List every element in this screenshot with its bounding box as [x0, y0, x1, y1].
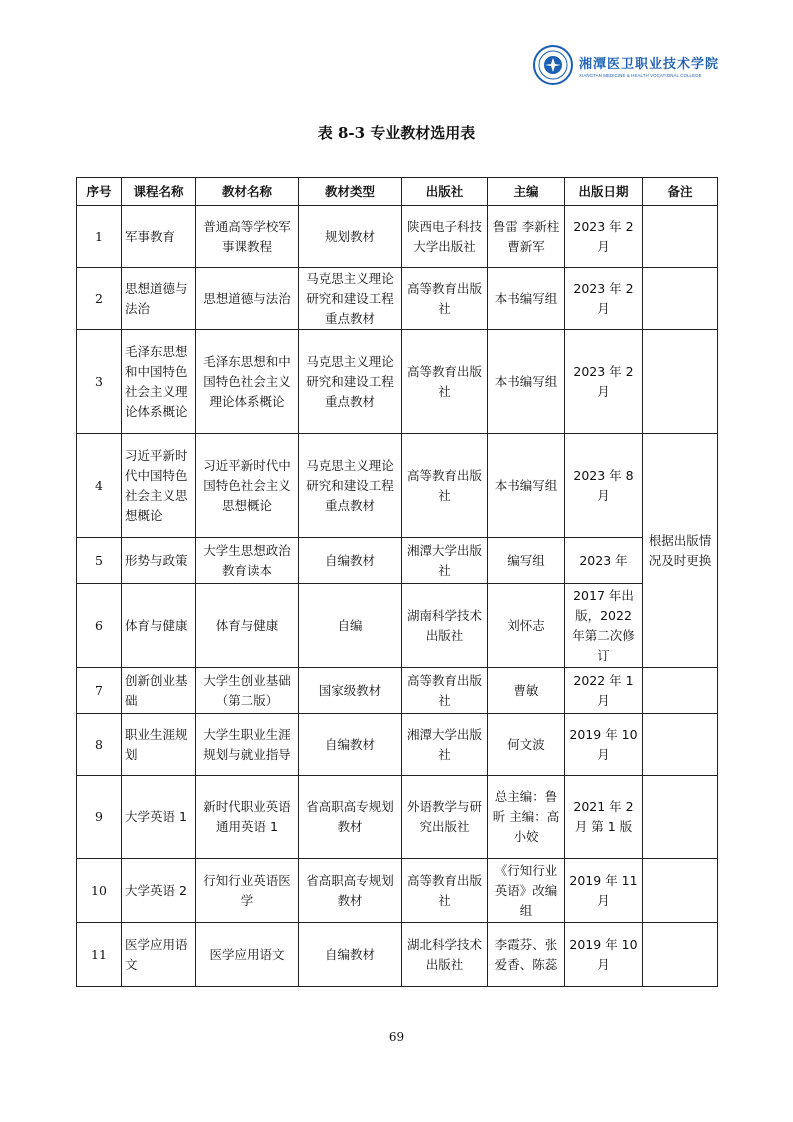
cell-publisher: 高等教育出版社 [402, 434, 488, 538]
cell-seq: 2 [77, 268, 122, 330]
cell-type: 省高职高专规划教材 [299, 859, 402, 923]
cell-book: 体育与健康 [196, 584, 299, 668]
cell-note [643, 923, 718, 987]
cell-editor: 曹敏 [488, 668, 565, 714]
cell-editor: 本书编写组 [488, 434, 565, 538]
table-title: 表 8-3 专业教材选用表 [317, 124, 476, 142]
cell-publisher: 湖北科学技术出版社 [402, 923, 488, 987]
cell-note [643, 714, 718, 776]
cell-course: 医学应用语文 [122, 923, 196, 987]
cell-seq: 3 [77, 330, 122, 434]
cell-note [643, 330, 718, 434]
college-seal-icon [533, 45, 573, 85]
cell-type: 马克思主义理论研究和建设工程重点教材 [299, 330, 402, 434]
cell-publisher: 湖南科学技术出版社 [402, 584, 488, 668]
cell-type: 省高职高专规划教材 [299, 776, 402, 859]
column-header-seq: 序号 [77, 178, 122, 206]
cell-editor: 李霞芬、张爱香、陈蕊 [488, 923, 565, 987]
cell-note [643, 668, 718, 714]
cell-book: 毛泽东思想和中国特色社会主义理论体系概论 [196, 330, 299, 434]
column-header-publisher: 出版社 [402, 178, 488, 206]
cell-seq: 11 [77, 923, 122, 987]
cell-seq: 7 [77, 668, 122, 714]
cell-course: 思想道德与法治 [122, 268, 196, 330]
cell-date: 2017 年出版，2022 年第二次修订 [565, 584, 643, 668]
cell-date: 2023 年 2 月 [565, 268, 643, 330]
cell-course: 创新创业基础 [122, 668, 196, 714]
column-header-course: 课程名称 [122, 178, 196, 206]
cell-date: 2019 年 10 月 [565, 923, 643, 987]
column-header-date: 出版日期 [565, 178, 643, 206]
cell-date: 2019 年 10 月 [565, 714, 643, 776]
cell-course: 体育与健康 [122, 584, 196, 668]
cell-publisher: 湘潭大学出版社 [402, 538, 488, 584]
cell-type: 马克思主义理论研究和建设工程重点教材 [299, 268, 402, 330]
column-header-editor: 主编 [488, 178, 565, 206]
cell-date: 2023 年 2 月 [565, 330, 643, 434]
cell-publisher: 高等教育出版社 [402, 668, 488, 714]
table-row [77, 584, 718, 668]
cell-type: 马克思主义理论研究和建设工程重点教材 [299, 434, 402, 538]
cell-editor: 本书编写组 [488, 330, 565, 434]
cell-book: 习近平新时代中国特色社会主义思想概论 [196, 434, 299, 538]
cell-editor: 刘怀志 [488, 584, 565, 668]
cell-seq: 5 [77, 538, 122, 584]
table-row [77, 206, 718, 268]
cell-publisher: 湘潭大学出版社 [402, 714, 488, 776]
cell-type: 自编 [299, 584, 402, 668]
table-row [77, 268, 718, 330]
cell-course: 军事教育 [122, 206, 196, 268]
cell-seq: 10 [77, 859, 122, 923]
cell-type: 国家级教材 [299, 668, 402, 714]
logo-english-name: XIANGTAN MEDICINE & HEALTH VOCATIONAL COLLEGE [579, 72, 702, 78]
table-row [77, 538, 718, 584]
college-logo [533, 42, 720, 88]
cell-date: 2023 年 [565, 538, 643, 584]
cell-book: 医学应用语文 [196, 923, 299, 987]
cell-book: 大学生思想政治教育读本 [196, 538, 299, 584]
cell-book: 思想道德与法治 [196, 268, 299, 330]
cell-course: 大学英语 1 [122, 776, 196, 859]
cell-book: 大学生职业生涯规划与就业指导 [196, 714, 299, 776]
cell-note [643, 776, 718, 859]
cell-editor: 本书编写组 [488, 268, 565, 330]
column-header-type: 教材类型 [299, 178, 402, 206]
cell-date: 2022 年 1 月 [565, 668, 643, 714]
cell-book: 新时代职业英语通用英语 1 [196, 776, 299, 859]
cell-note [643, 859, 718, 923]
column-header-book: 教材名称 [196, 178, 299, 206]
cell-publisher: 高等教育出版社 [402, 268, 488, 330]
cell-date: 2023 年 8 月 [565, 434, 643, 538]
cell-editor: 编写组 [488, 538, 565, 584]
cell-type: 自编教材 [299, 538, 402, 584]
table-row [77, 923, 718, 987]
cell-book: 行知行业英语医学 [196, 859, 299, 923]
cell-seq: 6 [77, 584, 122, 668]
cell-book: 普通高等学校军事课教程 [196, 206, 299, 268]
cell-editor: 总主编：鲁昕 主编：高小姣 [488, 776, 565, 859]
textbook-selection-table [76, 177, 718, 987]
table-row [77, 668, 718, 714]
cell-course: 职业生涯规划 [122, 714, 196, 776]
cell-date: 2023 年 2 月 [565, 206, 643, 268]
cell-publisher: 高等教育出版社 [402, 859, 488, 923]
cell-seq: 4 [77, 434, 122, 538]
cell-seq: 9 [77, 776, 122, 859]
cell-seq: 1 [77, 206, 122, 268]
table-row [77, 776, 718, 859]
cell-editor: 鲁雷 李新柱 曹新军 [488, 206, 565, 268]
cell-editor: 何文波 [488, 714, 565, 776]
cell-course: 习近平新时代中国特色社会主义思想概论 [122, 434, 196, 538]
cell-type: 规划教材 [299, 206, 402, 268]
cell-date: 2021 年 2 月 第 1 版 [565, 776, 643, 859]
table-row [77, 330, 718, 434]
cell-book: 大学生创业基础（第二版） [196, 668, 299, 714]
page-number: 69 [388, 1030, 405, 1044]
cell-note-merged: 根据出版情况及时更换 [643, 434, 718, 668]
cell-publisher: 陕西电子科技大学出版社 [402, 206, 488, 268]
cell-date: 2019 年 11 月 [565, 859, 643, 923]
cell-course: 毛泽东思想和中国特色社会主义理论体系概论 [122, 330, 196, 434]
cell-type: 自编教材 [299, 714, 402, 776]
cell-type: 自编教材 [299, 923, 402, 987]
logo-chinese-name: 湘潭医卫职业技术学院 [579, 56, 720, 72]
cell-publisher: 外语教学与研究出版社 [402, 776, 488, 859]
table-row [77, 859, 718, 923]
cell-course: 形势与政策 [122, 538, 196, 584]
table-row [77, 434, 718, 538]
cell-note [643, 268, 718, 330]
cell-course: 大学英语 2 [122, 859, 196, 923]
cell-editor: 《行知行业英语》改编组 [488, 859, 565, 923]
cell-note [643, 206, 718, 268]
table-header-row [77, 178, 718, 206]
cell-seq: 8 [77, 714, 122, 776]
table-row [77, 714, 718, 776]
column-header-note: 备注 [643, 178, 718, 206]
cell-publisher: 高等教育出版社 [402, 330, 488, 434]
